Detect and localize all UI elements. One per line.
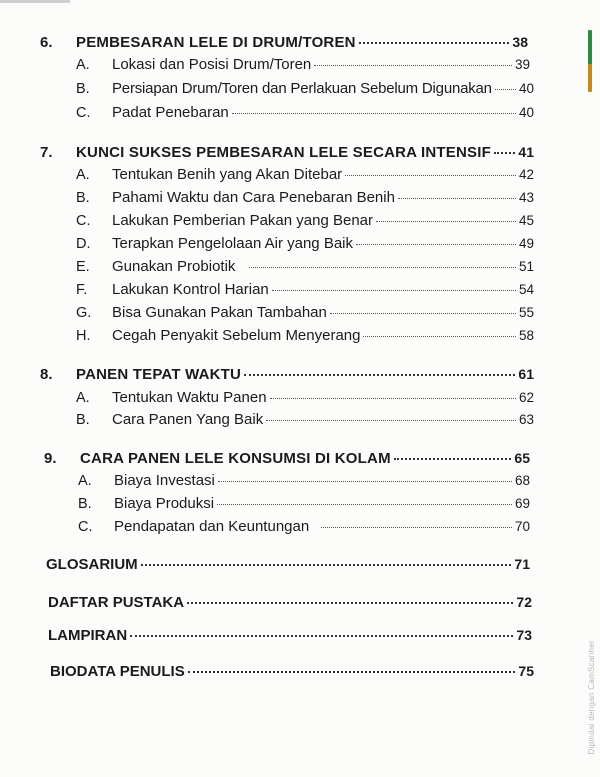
toc-item-7c[interactable] (76, 212, 534, 229)
toc-item-6c[interactable] (76, 104, 534, 121)
item-title: Terapkan Pengelolaan Air yang Baik (112, 235, 353, 252)
item-title: Tentukan Waktu Panen (112, 389, 267, 406)
item-letter: A. (76, 390, 90, 406)
item-letter: B. (78, 496, 92, 512)
dot-leader (394, 458, 512, 460)
item-letter: B. (76, 190, 90, 206)
dot-leader (187, 602, 513, 604)
chapter-title: PANEN TEPAT WAKTU (76, 366, 242, 383)
item-title: Pendapatan dan Keuntungan (114, 518, 310, 535)
item-letter: C. (78, 519, 93, 535)
dot-leader (356, 244, 516, 245)
toc-item-6a[interactable] (76, 56, 530, 73)
toc-chapter-9[interactable] (44, 450, 530, 467)
page-number: 70 (514, 519, 530, 534)
dot-leader (363, 336, 515, 337)
section-title: LAMPIRAN (48, 627, 128, 644)
toc-chapter-6[interactable] (40, 34, 528, 51)
page-number: 65 (514, 450, 530, 466)
page-number: 54 (518, 282, 534, 297)
item-title: Padat Penebaran (112, 104, 229, 121)
toc-item-9c[interactable] (78, 518, 530, 535)
dot-leader (495, 89, 516, 90)
chapter-number: 8. (40, 366, 53, 383)
item-title: Biaya Produksi (114, 495, 215, 512)
item-title: Biaya Investasi (114, 472, 215, 489)
dot-leader (188, 671, 516, 673)
dot-leader (330, 313, 516, 314)
scanner-watermark: Dipindai dengan CamScanner (587, 640, 596, 755)
item-title: Cara Panen Yang Baik (112, 411, 264, 428)
item-title: Gunakan Probiotik (112, 258, 236, 275)
dot-leader (249, 267, 516, 268)
dot-leader (232, 113, 516, 114)
dot-leader (141, 564, 512, 566)
dot-leader (314, 65, 512, 66)
dot-leader (494, 152, 515, 154)
page-number: 73 (516, 627, 532, 643)
page-number: 39 (514, 57, 530, 72)
toc-item-7f[interactable] (76, 281, 534, 298)
item-letter: E. (76, 259, 90, 275)
dot-leader (270, 398, 516, 399)
item-letter: F. (76, 282, 88, 298)
item-letter: G. (76, 305, 92, 321)
color-edge-tab (588, 30, 592, 92)
chapter-number: 6. (40, 34, 53, 51)
toc-lampiran[interactable] (48, 627, 532, 644)
chapter-number: 9. (44, 450, 57, 467)
item-title: Lakukan Kontrol Harian (112, 281, 269, 298)
section-title: DAFTAR PUSTAKA (48, 594, 185, 611)
item-letter: C. (76, 105, 91, 121)
toc-item-9b[interactable] (78, 495, 530, 512)
toc-daftar-pustaka[interactable] (48, 594, 532, 611)
page-number: 58 (518, 328, 534, 343)
toc-biodata-penulis[interactable] (50, 663, 534, 680)
dot-leader (130, 635, 513, 637)
page-number: 40 (518, 81, 534, 96)
item-title: Lakukan Pemberian Pakan yang Benar (112, 212, 374, 229)
toc-item-8a[interactable] (76, 389, 534, 406)
toc-item-9a[interactable] (78, 472, 530, 489)
item-title: Tentukan Benih yang Akan Ditebar (112, 166, 343, 183)
item-title: Lokasi dan Posisi Drum/Toren (112, 56, 312, 73)
page-number: 61 (518, 366, 534, 382)
dot-leader (321, 527, 512, 528)
toc-item-6b[interactable] (76, 80, 534, 97)
page-number: 63 (518, 412, 534, 427)
item-title: Bisa Gunakan Pakan Tambahan (112, 304, 327, 321)
item-letter: D. (76, 236, 91, 252)
item-title: Persiapan Drum/Toren dan Perlakuan Sebelum Digunakan (112, 80, 492, 97)
toc-item-7a[interactable] (76, 166, 534, 183)
toc-item-7d[interactable] (76, 235, 534, 252)
page-number: 68 (514, 473, 530, 488)
toc-item-7h[interactable] (76, 327, 534, 344)
toc-item-7e[interactable] (76, 258, 534, 275)
dot-leader (345, 175, 516, 176)
dot-leader (398, 198, 516, 199)
page-number: 43 (518, 190, 534, 205)
toc-item-7b[interactable] (76, 189, 534, 206)
page-number: 72 (516, 594, 532, 610)
section-title: BIODATA PENULIS (50, 663, 185, 680)
toc-chapter-7[interactable] (40, 144, 534, 161)
toc-glosarium[interactable] (46, 556, 530, 573)
toc-item-7g[interactable] (76, 304, 534, 321)
section-title: GLOSARIUM (46, 556, 138, 573)
toc-item-8b[interactable] (76, 411, 534, 428)
toc-chapter-8[interactable] (40, 366, 534, 383)
page-number: 49 (518, 236, 534, 251)
item-title: Pahami Waktu dan Cara Penebaran Benih (112, 189, 395, 206)
dot-leader (359, 42, 510, 44)
chapter-number: 7. (40, 144, 53, 161)
page-number: 71 (514, 556, 530, 572)
item-letter: C. (76, 213, 91, 229)
page-number: 75 (518, 663, 534, 679)
page-number: 51 (518, 259, 534, 274)
dot-leader (244, 374, 515, 376)
page-edge-mark (0, 0, 70, 3)
item-letter: A. (76, 57, 90, 73)
dot-leader (272, 290, 516, 291)
page-number: 45 (518, 213, 534, 228)
item-letter: A. (78, 473, 92, 489)
page-number: 55 (518, 305, 534, 320)
item-title: Cegah Penyakit Sebelum Menyerang (112, 327, 361, 344)
chapter-title: KUNCI SUKSES PEMBESARAN LELE SECARA INTENSIF (76, 144, 491, 161)
dot-leader (376, 221, 516, 222)
page-number: 38 (512, 34, 528, 50)
dot-leader (266, 420, 516, 421)
chapter-title: PEMBESARAN LELE DI DRUM/TOREN (76, 34, 356, 51)
page-number: 62 (518, 390, 534, 405)
dot-leader (218, 481, 512, 482)
item-letter: B. (76, 412, 90, 428)
item-letter: A. (76, 167, 90, 183)
item-letter: H. (76, 328, 91, 344)
page-number: 41 (518, 144, 534, 160)
page-number: 42 (518, 167, 534, 182)
chapter-title: CARA PANEN LELE KONSUMSI DI KOLAM (80, 450, 391, 467)
page-number: 69 (514, 496, 530, 511)
page-number: 40 (518, 105, 534, 120)
item-letter: B. (76, 81, 90, 97)
dot-leader (217, 504, 512, 505)
